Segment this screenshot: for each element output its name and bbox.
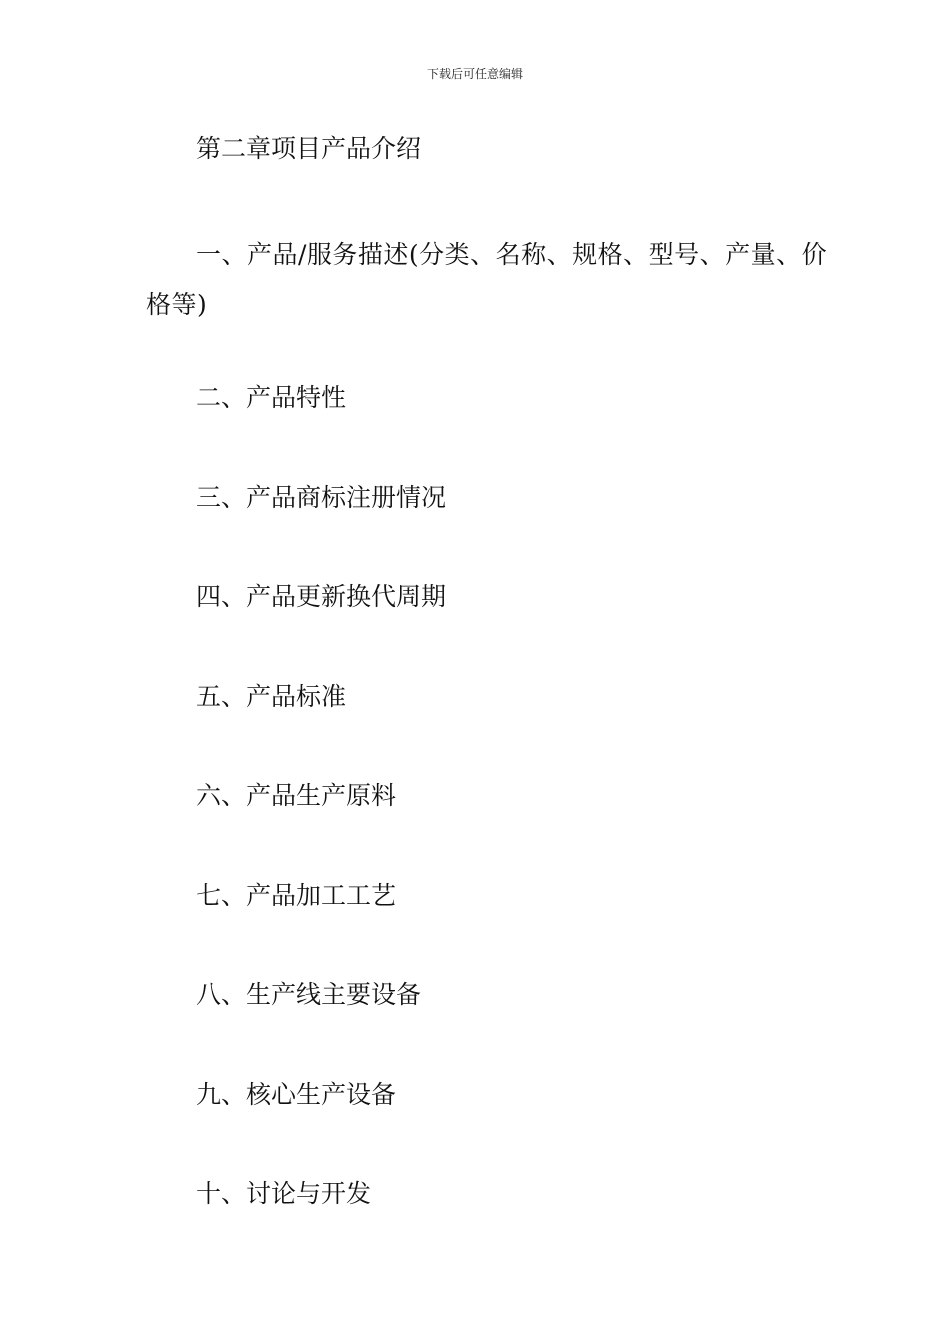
section-10-heading: 十、讨论与开发 [196,1179,372,1208]
header-note: 下载后可任意编辑 [426,67,523,81]
section-9-heading: 九、核心生产设备 [196,1080,397,1109]
section-2-heading: 二、产品特性 [196,383,347,412]
section-8-heading: 八、生产线主要设备 [196,980,422,1009]
section-7-heading: 七、产品加工工艺 [196,881,397,910]
section-5-heading: 五、产品标准 [196,682,347,711]
section-1-description: 一、产品/服务描述(分类、名称、规格、型号、产量、价格等) [146,240,828,319]
section-3-heading: 三、产品商标注册情况 [196,483,447,512]
section-6-heading: 六、产品生产原料 [196,781,397,810]
section-4-heading: 四、产品更新换代周期 [196,582,447,611]
chapter-title: 第二章项目产品介绍 [196,134,422,163]
